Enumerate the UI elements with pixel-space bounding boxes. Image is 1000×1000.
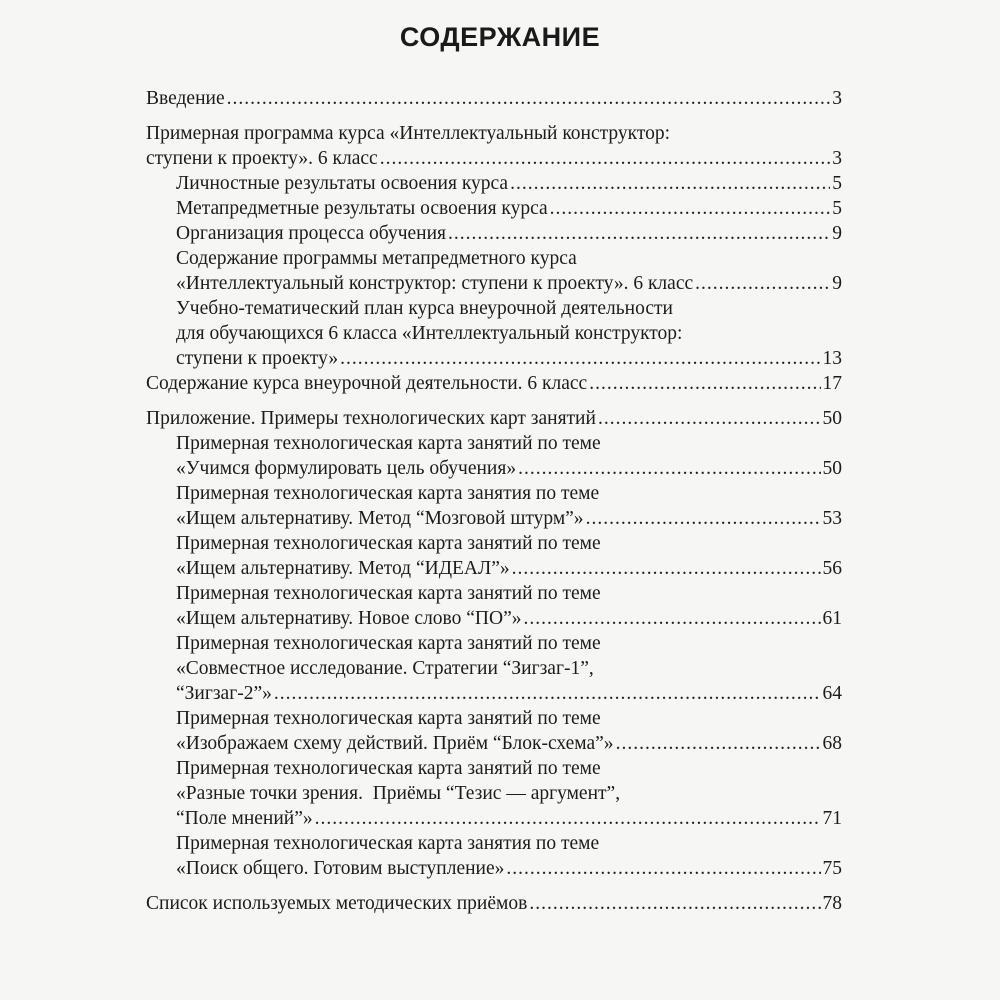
toc-entry-line [176, 533, 842, 558]
toc-entry[interactable] [176, 248, 842, 298]
toc-entry[interactable] [146, 88, 842, 113]
toc-entry-title: Учебно-тематический план курса внеурочной деятельности [176, 298, 673, 319]
toc-entry-line [176, 558, 842, 583]
dot-leader [510, 173, 830, 195]
toc-entry-line [176, 173, 842, 198]
toc-entry-line [176, 483, 842, 508]
toc-page-number: 13 [822, 348, 842, 369]
dot-leader [512, 558, 821, 580]
toc-page-number: 17 [822, 373, 842, 394]
toc-entry-line [146, 893, 842, 918]
toc-entry-title: Содержание курса внеурочной деятельности. 6 класс [146, 373, 588, 394]
page-title: СОДЕРЖАНИЕ [399, 22, 601, 52]
toc-entry-title: «Ищем альтернативу. Новое слово “ПО”» [176, 608, 522, 629]
toc-page-number: 50 [822, 458, 842, 479]
toc-entry-title: Примерная программа курса «Интеллектуальный конструктор: [146, 123, 671, 144]
toc-entry[interactable] [176, 583, 842, 633]
toc-page-number: 53 [822, 508, 842, 529]
toc-entry-line [176, 223, 842, 248]
dot-leader [523, 608, 820, 630]
toc-entry-line [176, 833, 842, 858]
dot-leader [274, 683, 821, 705]
toc-entry-title: «Изображаем схему действий. Приём “Блок-схема”» [176, 733, 614, 754]
toc-entry-line [176, 758, 842, 783]
toc-entry[interactable] [176, 633, 842, 708]
toc-entry-line [146, 88, 842, 113]
toc-entry-line [176, 508, 842, 533]
toc-entry-title: Организация процесса обучения [176, 223, 447, 244]
toc-entry-line [176, 708, 842, 733]
section-gap [146, 398, 842, 408]
toc-entry[interactable] [176, 198, 842, 223]
toc-entry-line [176, 733, 842, 758]
section-gap [146, 883, 842, 893]
toc-page-number: 56 [822, 558, 842, 579]
toc-entry-title: «Учимся формулировать цель обучения» [176, 458, 517, 479]
toc-entry-line [176, 808, 842, 833]
toc-page-number: 3 [832, 148, 842, 169]
toc-entry-title: Личностные результаты освоения курса [176, 173, 509, 194]
toc-entry-title: Примерная технологическая карта занятия по теме [176, 833, 600, 854]
dot-leader [506, 858, 820, 880]
toc-entry-line [176, 273, 842, 298]
toc-page-number: 5 [832, 173, 842, 194]
toc-entry-line [176, 348, 842, 373]
toc-entry-title: «Ищем альтернативу. Метод “Мозговой штурм”» [176, 508, 584, 529]
dot-leader [380, 148, 831, 170]
toc-entry-title: Содержание программы метапредметного курса [176, 248, 577, 269]
toc-entry[interactable] [146, 373, 842, 398]
toc-entry-line [176, 658, 842, 683]
toc-entry-title: “Поле мнений”» [176, 808, 313, 829]
toc-entry-line [176, 608, 842, 633]
table-of-contents [146, 88, 842, 918]
dot-leader [529, 893, 820, 915]
toc-entry[interactable] [146, 123, 842, 173]
toc-entry-line [176, 858, 842, 883]
toc-entry-line [176, 458, 842, 483]
toc-entry-line [176, 298, 842, 323]
toc-entry-line [176, 198, 842, 223]
toc-entry-title: Примерная технологическая карта занятия по теме [176, 483, 600, 504]
section-gap [146, 113, 842, 123]
toc-entry[interactable] [146, 893, 842, 918]
toc-entry[interactable] [176, 833, 842, 883]
dot-leader [598, 408, 821, 430]
toc-entry[interactable] [146, 408, 842, 433]
toc-entry-title: для обучающихся 6 класса «Интеллектуальный конструктор: [176, 323, 683, 344]
toc-entry-title: «Поиск общего. Готовим выступление» [176, 858, 505, 879]
toc-entry-line [176, 323, 842, 348]
toc-page-number: 68 [822, 733, 842, 754]
toc-entry-line [146, 408, 842, 433]
toc-entry[interactable] [176, 223, 842, 248]
dot-leader [589, 373, 820, 395]
toc-entry-title: Примерная технологическая карта занятий по теме [176, 433, 601, 454]
toc-page-number: 50 [822, 408, 842, 429]
dot-leader [340, 348, 820, 370]
toc-page-number: 5 [832, 198, 842, 219]
toc-entry-line [176, 683, 842, 708]
toc-entry-title: Примерная технологическая карта занятий по теме [176, 533, 601, 554]
toc-entry-line [176, 633, 842, 658]
toc-page-number: 75 [822, 858, 842, 879]
toc-entry-line [176, 583, 842, 608]
dot-leader [227, 88, 831, 110]
toc-entry-title: Примерная технологическая карта занятий по теме [176, 758, 601, 779]
toc-entry-line [176, 433, 842, 458]
toc-page-number: 61 [822, 608, 842, 629]
toc-entry-title: Список используемых методических приёмов [146, 893, 528, 914]
dot-leader [518, 458, 820, 480]
toc-entry[interactable] [176, 433, 842, 483]
toc-page-number: 71 [822, 808, 842, 829]
toc-entry-title: «Разные точки зрения. Приёмы “Тезис — аргумент”, [176, 783, 621, 804]
toc-entry-title: ступени к проекту». 6 класс [146, 148, 378, 169]
dot-leader [695, 273, 830, 295]
toc-entry-title: Примерная технологическая карта занятий по теме [176, 708, 601, 729]
dot-leader [315, 808, 821, 830]
toc-entry-line [146, 373, 842, 398]
toc-entry-line [176, 783, 842, 808]
toc-entry-line [176, 248, 842, 273]
dot-leader [550, 198, 831, 220]
dot-leader [586, 508, 821, 530]
toc-entry-line [146, 123, 842, 148]
toc-entry[interactable] [176, 758, 842, 833]
toc-entry-title: Метапредметные результаты освоения курса [176, 198, 548, 219]
toc-entry-title: «Совместное исследование. Стратегии “Зигзаг-1”, [176, 658, 594, 679]
toc-entry-title: Приложение. Примеры технологических карт занятий [146, 408, 596, 429]
toc-entry-line [146, 148, 842, 173]
toc-entry-title: Примерная технологическая карта занятий по теме [176, 633, 601, 654]
toc-entry-title: «Ищем альтернативу. Метод “ИДЕАЛ”» [176, 558, 510, 579]
toc-entry-title: Введение [146, 88, 225, 109]
toc-entry[interactable] [176, 173, 842, 198]
toc-entry[interactable] [176, 708, 842, 758]
toc-entry-title: «Интеллектуальный конструктор: ступени к проекту». 6 класс [176, 273, 694, 294]
toc-entry-title: ступени к проекту» [176, 348, 339, 369]
dot-leader [448, 223, 830, 245]
toc-page-number: 64 [822, 683, 842, 704]
toc-entry[interactable] [176, 533, 842, 583]
toc-entry-title: Примерная технологическая карта занятий по теме [176, 583, 601, 604]
toc-entry-title: “Зигзаг-2”» [176, 683, 272, 704]
toc-page-number: 78 [822, 893, 842, 914]
toc-page-number: 9 [832, 223, 842, 244]
dot-leader [616, 733, 821, 755]
toc-page-number: 9 [832, 273, 842, 294]
toc-entry[interactable] [176, 298, 842, 373]
toc-page-number: 3 [832, 88, 842, 109]
toc-entry[interactable] [176, 483, 842, 533]
